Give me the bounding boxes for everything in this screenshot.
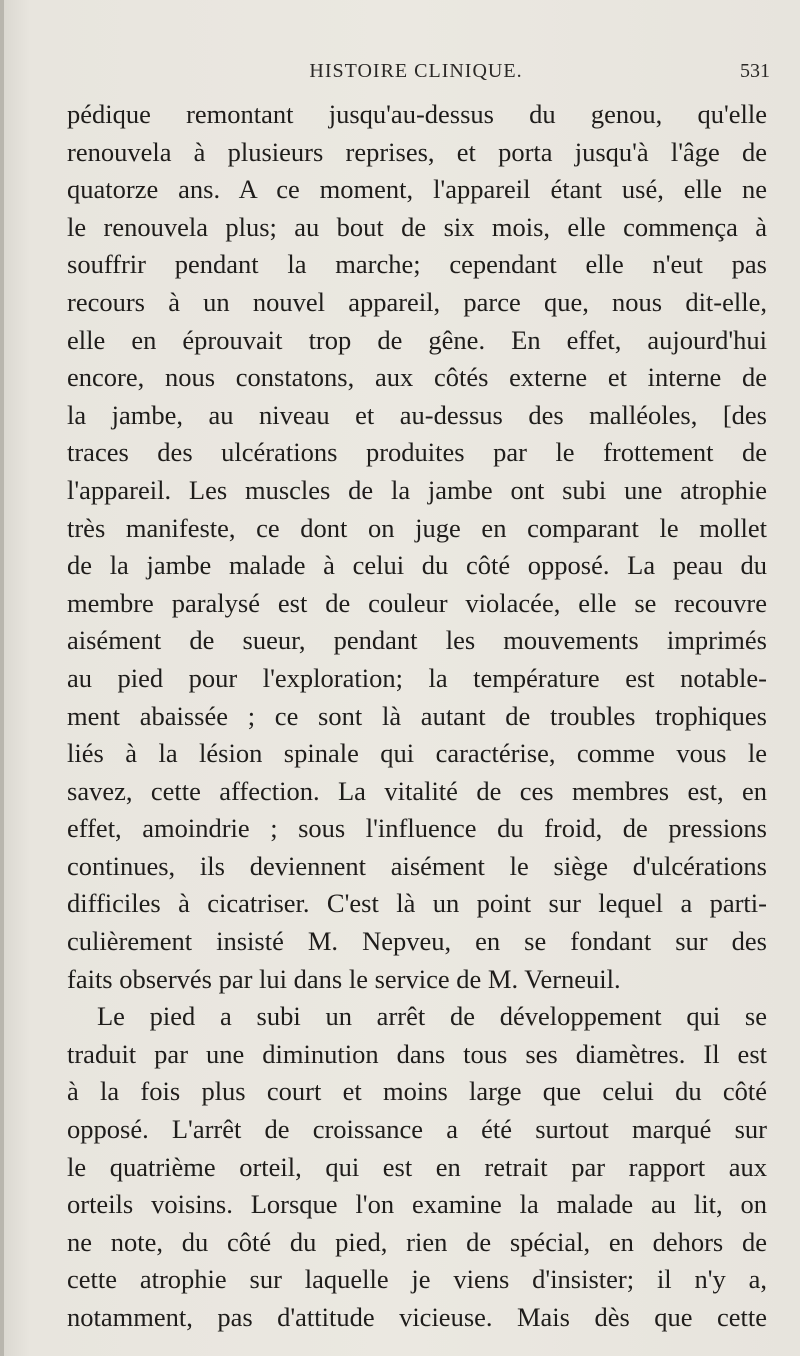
text-line: encore, nous constatons, aux côtés externe et interne de <box>67 362 767 393</box>
text-line: orteils voisins. Lorsque l'on examine la malade au lit, on <box>67 1189 767 1220</box>
text-line: membre paralysé est de couleur violacée, elle se recouvre <box>67 587 767 618</box>
text-line: aisément de sueur, pendant les mouvements imprimés <box>67 625 767 656</box>
text-line: traces des ulcérations produites par le frottement de <box>67 437 767 468</box>
text-line: ment abaissée ; ce sont là autant de troubles trophiques <box>67 700 767 731</box>
text-line: opposé. L'arrêt de croissance a été surtout marqué sur <box>67 1114 767 1145</box>
text-line: traduit par une diminution dans tous ses diamètres. Il est <box>67 1038 767 1069</box>
running-title: HISTOIRE CLINIQUE. <box>309 60 523 82</box>
text-line: continues, ils deviennent aisément le siège d'ulcérations <box>67 850 767 881</box>
text-line: cette atrophie sur laquelle je viens d'insister; il n'y a, <box>67 1264 767 1295</box>
body-text <box>67 96 767 1337</box>
text-line: de la jambe malade à celui du côté opposé. La peau du <box>67 550 767 581</box>
page-number: 531 <box>740 60 770 82</box>
text-line: souffrir pendant la marche; cependant elle n'eut pas <box>67 249 767 280</box>
text-line: l'appareil. Les muscles de la jambe ont subi une atrophie <box>67 474 767 505</box>
text-line: ne note, du côté du pied, rien de spécial, en dehors de <box>67 1226 767 1257</box>
text-line: pédique remontant jusqu'au-dessus du genou, qu'elle <box>67 99 767 129</box>
text-line: faits observés par lui dans le service de M. Verneuil. <box>67 963 621 994</box>
text-line: le renouvela plus; au bout de six mois, elle commença à <box>67 211 767 242</box>
text-line: difficiles à cicatriser. C'est là un point sur lequel a parti- <box>67 888 767 919</box>
text-line: Le pied a subi un arrêt de développement qui se <box>97 1001 767 1032</box>
text-line: culièrement insisté M. Nepveu, en se fondant sur des <box>67 926 767 957</box>
text-line: à la fois plus court et moins large que celui du côté <box>67 1076 767 1107</box>
text-line: très manifeste, ce dont on juge en comparant le mollet <box>67 512 767 543</box>
text-line: au pied pour l'exploration; la température est notable- <box>67 662 767 693</box>
text-line: savez, cette affection. La vitalité de ces membres est, en <box>67 775 767 806</box>
text-line: recours à un nouvel appareil, parce que, nous dit-elle, <box>67 286 767 317</box>
text-line: quatorze ans. A ce moment, l'appareil étant usé, elle ne <box>67 174 767 205</box>
running-head <box>60 60 772 90</box>
text-line: renouvela à plusieurs reprises, et porta jusqu'à l'âge de <box>67 136 767 167</box>
text-line: elle en éprouvait trop de gêne. En effet, aujourd'hui <box>67 324 767 355</box>
text-line: le quatrième orteil, qui est en retrait par rapport aux <box>67 1151 767 1182</box>
page-edge <box>0 0 4 1356</box>
text-line: la jambe, au niveau et au-dessus des malléoles, [des <box>67 399 767 430</box>
text-line: notamment, pas d'attitude vicieuse. Mais dès que cette <box>67 1302 767 1332</box>
text-line: liés à la lésion spinale qui caractérise, comme vous le <box>67 738 767 769</box>
text-line: effet, amoindrie ; sous l'influence du froid, de pressions <box>67 813 767 844</box>
